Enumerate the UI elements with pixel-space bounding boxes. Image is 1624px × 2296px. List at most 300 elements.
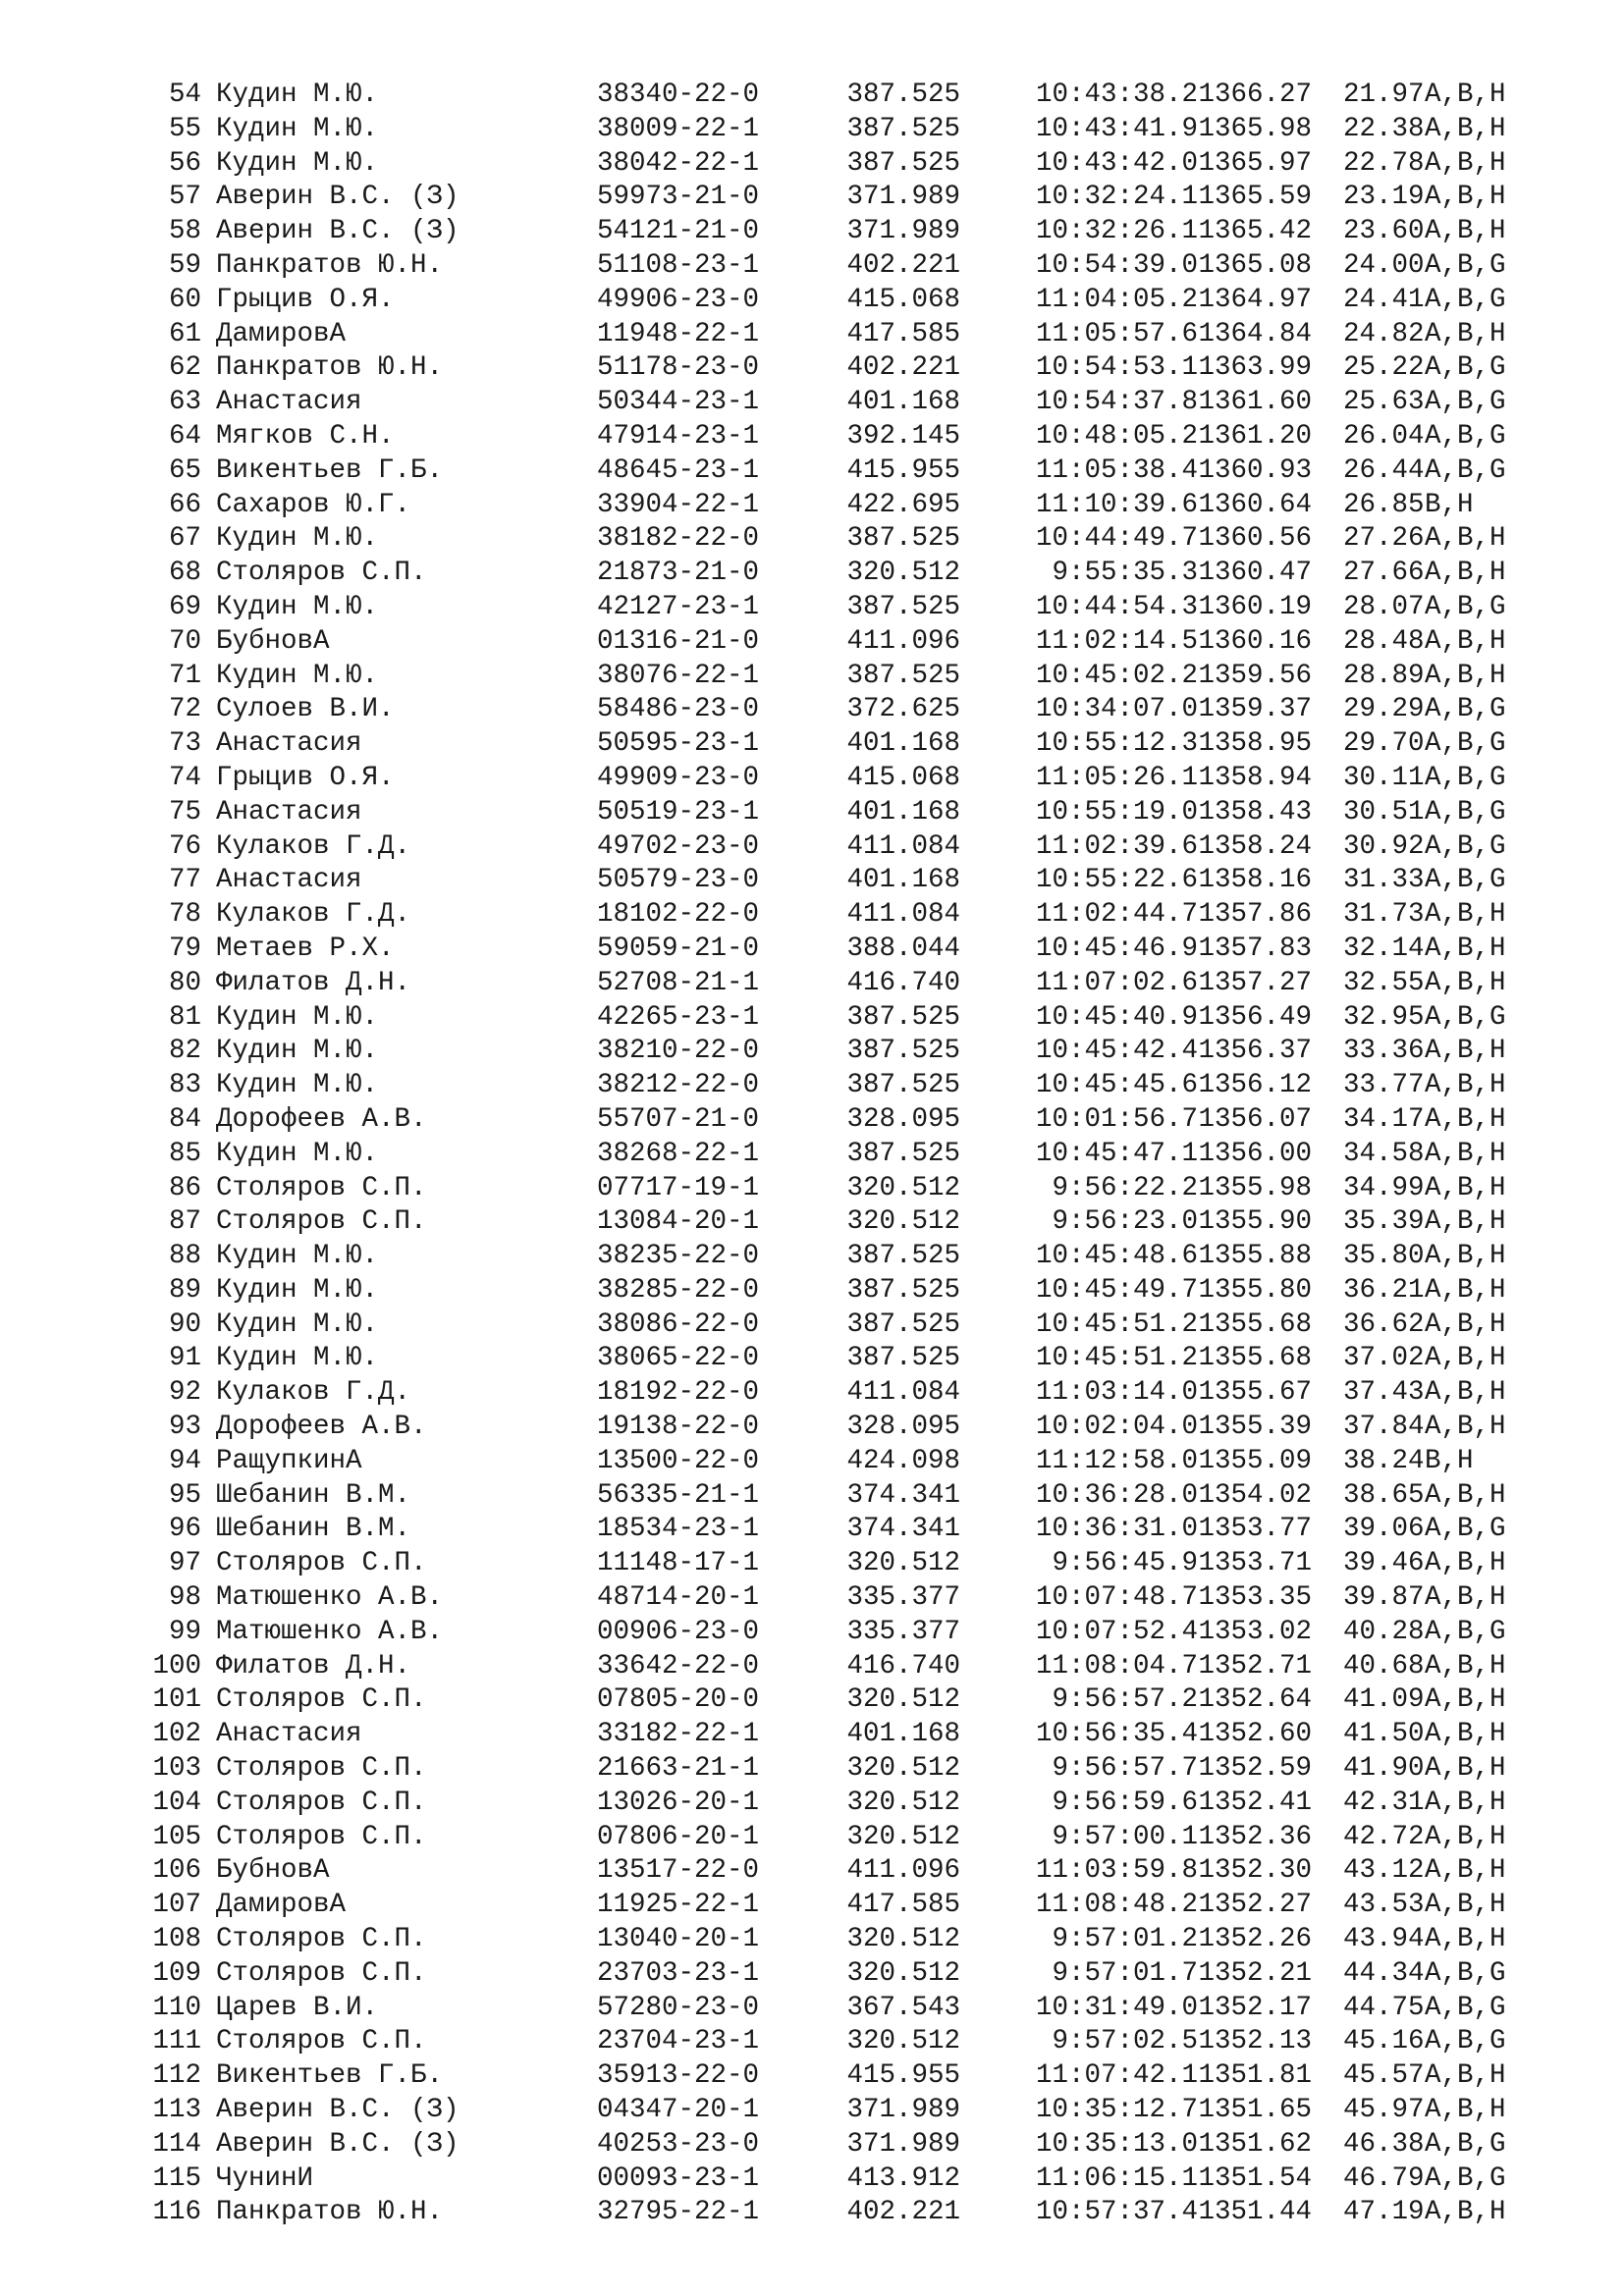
fancier-name: Кудин М.Ю. — [216, 1070, 379, 1101]
speed: 1352.13 — [1198, 2026, 1312, 2057]
fancier-name: БубновА — [216, 625, 330, 657]
fancier-name: Метаев Р.Х. — [216, 933, 395, 964]
arrival-time: 11:05:26.1 — [1035, 762, 1198, 793]
coefficient: 34.99 — [1343, 1172, 1425, 1203]
table-row — [147, 1172, 1561, 1206]
place-number: 83 — [168, 1070, 201, 1101]
coefficient: 35.39 — [1343, 1206, 1425, 1238]
class-codes: A,B,G — [1425, 1514, 1506, 1545]
ring-number: 11148-17-1 — [597, 1548, 760, 1579]
arrival-time: 10:55:12.3 — [1035, 728, 1198, 760]
fancier-name: Кудин М.Ю. — [216, 1343, 379, 1374]
ring-number: 50595-23-1 — [597, 728, 760, 760]
fancier-name: Столяров С.П. — [216, 1684, 427, 1716]
distance: 401.168 — [846, 796, 960, 828]
speed: 1353.35 — [1198, 1582, 1312, 1614]
table-row — [147, 830, 1561, 865]
ring-number: 32795-22-1 — [597, 2197, 760, 2228]
fancier-name: Кудин М.Ю. — [216, 80, 379, 110]
speed: 1357.83 — [1198, 933, 1312, 964]
class-codes: A,B,H — [1425, 2197, 1506, 2228]
table-row — [147, 591, 1561, 625]
ring-number: 58486-23-0 — [597, 694, 760, 725]
arrival-time: 10:43:41.9 — [1035, 113, 1198, 144]
distance: 371.989 — [846, 2128, 960, 2160]
distance: 335.377 — [846, 1582, 960, 1614]
place-number: 64 — [168, 420, 201, 452]
class-codes: A,B,H — [1425, 1582, 1506, 1614]
ring-number: 38076-22-1 — [597, 660, 760, 691]
coefficient: 37.84 — [1343, 1412, 1425, 1443]
coefficient: 41.90 — [1343, 1753, 1425, 1785]
speed: 1365.97 — [1198, 147, 1312, 179]
table-row — [147, 489, 1561, 523]
speed: 1353.71 — [1198, 1548, 1312, 1579]
place-number: 78 — [168, 899, 201, 931]
class-codes: A,B,H — [1425, 1172, 1506, 1203]
fancier-name: Столяров С.П. — [216, 1753, 427, 1785]
ring-number: 38340-22-0 — [597, 80, 760, 110]
arrival-time: 11:08:04.7 — [1035, 1650, 1198, 1682]
speed: 1351.44 — [1198, 2197, 1312, 2228]
table-row — [147, 2025, 1561, 2059]
speed: 1359.56 — [1198, 660, 1312, 691]
ring-number: 57280-23-0 — [597, 1992, 760, 2023]
fancier-name: Кулаков Г.Д. — [216, 830, 411, 862]
ring-number: 35913-22-0 — [597, 2060, 760, 2092]
table-row — [147, 1445, 1561, 1479]
arrival-time: 11:03:59.8 — [1035, 1855, 1198, 1887]
distance: 387.525 — [846, 1308, 960, 1340]
distance: 335.377 — [846, 1616, 960, 1647]
class-codes: A,B,H — [1425, 1719, 1506, 1750]
coefficient: 46.38 — [1343, 2128, 1425, 2160]
fancier-name: Кудин М.Ю. — [216, 113, 379, 144]
table-row — [147, 1376, 1561, 1411]
arrival-time: 9:57:00.1 — [1052, 1821, 1198, 1852]
place-number: 66 — [168, 489, 201, 520]
place-number: 106 — [152, 1855, 201, 1887]
arrival-time: 9:56:45.9 — [1052, 1548, 1198, 1579]
speed: 1361.60 — [1198, 387, 1312, 418]
coefficient: 36.21 — [1343, 1274, 1425, 1306]
ring-number: 38065-22-0 — [597, 1343, 760, 1374]
place-number: 80 — [168, 967, 201, 998]
arrival-time: 9:56:22.2 — [1052, 1172, 1198, 1203]
place-number: 58 — [168, 216, 201, 247]
speed: 1360.56 — [1198, 523, 1312, 555]
distance: 424.098 — [846, 1445, 960, 1476]
speed: 1355.39 — [1198, 1412, 1312, 1443]
table-row — [147, 318, 1561, 352]
arrival-time: 10:01:56.7 — [1035, 1103, 1198, 1135]
fancier-name: ДамировА — [216, 318, 347, 349]
table-row — [147, 1240, 1561, 1274]
distance: 320.512 — [846, 1924, 960, 1955]
coefficient: 28.48 — [1343, 625, 1425, 657]
class-codes: A,B,G — [1425, 1992, 1506, 2023]
table-row — [147, 1513, 1561, 1547]
ring-number: 47914-23-1 — [597, 420, 760, 452]
distance: 387.525 — [846, 1001, 960, 1033]
distance: 416.740 — [846, 1650, 960, 1682]
distance: 415.955 — [846, 2060, 960, 2092]
distance: 411.084 — [846, 1377, 960, 1409]
table-row — [147, 522, 1561, 557]
class-codes: A,B,H — [1425, 967, 1506, 998]
coefficient: 41.50 — [1343, 1719, 1425, 1750]
speed: 1365.42 — [1198, 216, 1312, 247]
coefficient: 45.16 — [1343, 2026, 1425, 2057]
distance: 387.525 — [846, 1138, 960, 1169]
arrival-time: 10:36:28.0 — [1035, 1479, 1198, 1511]
place-number: 57 — [168, 182, 201, 213]
table-row — [147, 967, 1561, 1001]
coefficient: 43.12 — [1343, 1855, 1425, 1887]
arrival-time: 10:54:37.8 — [1035, 387, 1198, 418]
place-number: 105 — [152, 1821, 201, 1852]
class-codes: A,B,G — [1425, 728, 1506, 760]
coefficient: 28.89 — [1343, 660, 1425, 691]
arrival-time: 10:54:39.0 — [1035, 249, 1198, 281]
speed: 1355.68 — [1198, 1308, 1312, 1340]
table-row — [147, 1854, 1561, 1889]
ring-number: 18192-22-0 — [597, 1377, 760, 1409]
place-number: 75 — [168, 796, 201, 828]
coefficient: 46.79 — [1343, 2163, 1425, 2194]
class-codes: A,B,H — [1425, 1890, 1506, 1921]
class-codes: A,B,H — [1425, 1924, 1506, 1955]
distance: 401.168 — [846, 387, 960, 418]
place-number: 102 — [152, 1719, 201, 1750]
class-codes: A,B,H — [1425, 2060, 1506, 2092]
coefficient: 30.51 — [1343, 796, 1425, 828]
coefficient: 24.82 — [1343, 318, 1425, 349]
coefficient: 42.72 — [1343, 1821, 1425, 1852]
arrival-time: 10:57:37.4 — [1035, 2197, 1198, 2228]
arrival-time: 10:31:49.0 — [1035, 1992, 1198, 2023]
distance: 320.512 — [846, 1753, 960, 1785]
arrival-time: 9:55:35.3 — [1052, 558, 1198, 589]
distance: 374.341 — [846, 1514, 960, 1545]
ring-number: 50519-23-1 — [597, 796, 760, 828]
speed: 1352.30 — [1198, 1855, 1312, 1887]
arrival-time: 10:55:22.6 — [1035, 865, 1198, 896]
coefficient: 21.97 — [1343, 80, 1425, 110]
ring-number: 00906-23-0 — [597, 1616, 760, 1647]
ring-number: 07806-20-1 — [597, 1821, 760, 1852]
table-row — [147, 454, 1561, 489]
distance: 371.989 — [846, 182, 960, 213]
ring-number: 38086-22-0 — [597, 1308, 760, 1340]
distance: 374.341 — [846, 1479, 960, 1511]
class-codes: A,B,H — [1425, 1070, 1506, 1101]
distance: 371.989 — [846, 2095, 960, 2126]
ring-number: 04347-20-1 — [597, 2095, 760, 2126]
fancier-name: Столяров С.П. — [216, 1206, 427, 1238]
arrival-time: 9:57:01.2 — [1052, 1924, 1198, 1955]
arrival-time: 10:45:51.2 — [1035, 1343, 1198, 1374]
ring-number: 42127-23-1 — [597, 591, 760, 622]
place-number: 91 — [168, 1343, 201, 1374]
speed: 1355.09 — [1198, 1445, 1312, 1476]
speed: 1353.77 — [1198, 1514, 1312, 1545]
fancier-name: Анастасия — [216, 728, 362, 760]
place-number: 55 — [168, 113, 201, 144]
distance: 387.525 — [846, 147, 960, 179]
fancier-name: Столяров С.П. — [216, 1821, 427, 1852]
class-codes: A,B,G — [1425, 865, 1506, 896]
fancier-name: Шебанин В.М. — [216, 1514, 411, 1545]
ring-number: 49702-23-0 — [597, 830, 760, 862]
table-row — [147, 693, 1561, 727]
place-number: 54 — [168, 80, 201, 110]
class-codes: A,B,H — [1425, 523, 1506, 555]
ring-number: 38212-22-0 — [597, 1070, 760, 1101]
arrival-time: 11:04:05.2 — [1035, 284, 1198, 315]
fancier-name: Царев В.И. — [216, 1992, 379, 2023]
class-codes: A,B,H — [1425, 216, 1506, 247]
place-number: 92 — [168, 1377, 201, 1409]
distance: 392.145 — [846, 420, 960, 452]
class-codes: B,H — [1425, 489, 1474, 520]
ring-number: 56335-21-1 — [597, 1479, 760, 1511]
coefficient: 31.73 — [1343, 899, 1425, 931]
class-codes: A,B,H — [1425, 1241, 1506, 1272]
distance: 320.512 — [846, 1548, 960, 1579]
coefficient: 23.19 — [1343, 182, 1425, 213]
ring-number: 50344-23-1 — [597, 387, 760, 418]
speed: 1352.26 — [1198, 1924, 1312, 1955]
distance: 411.084 — [846, 830, 960, 862]
place-number: 67 — [168, 523, 201, 555]
speed: 1357.27 — [1198, 967, 1312, 998]
coefficient: 38.24 — [1343, 1445, 1425, 1476]
table-row — [147, 1069, 1561, 1103]
arrival-time: 10:54:53.1 — [1035, 352, 1198, 384]
fancier-name: Кудин М.Ю. — [216, 1138, 379, 1169]
arrival-time: 10:07:48.7 — [1035, 1582, 1198, 1614]
place-number: 88 — [168, 1241, 201, 1272]
table-row — [147, 79, 1561, 113]
ring-number: 18102-22-0 — [597, 899, 760, 931]
place-number: 82 — [168, 1036, 201, 1067]
class-codes: A,B,H — [1425, 1787, 1506, 1818]
ring-number: 01316-21-0 — [597, 625, 760, 657]
arrival-time: 11:08:48.2 — [1035, 1890, 1198, 1921]
ring-number: 50579-23-0 — [597, 865, 760, 896]
table-row — [147, 249, 1561, 284]
place-number: 113 — [152, 2095, 201, 2126]
table-row — [147, 1683, 1561, 1718]
place-number: 63 — [168, 387, 201, 418]
speed: 1360.47 — [1198, 558, 1312, 589]
distance: 387.525 — [846, 113, 960, 144]
speed: 1352.71 — [1198, 1650, 1312, 1682]
distance: 388.044 — [846, 933, 960, 964]
class-codes: A,B,H — [1425, 1821, 1506, 1852]
speed: 1352.60 — [1198, 1719, 1312, 1750]
place-number: 95 — [168, 1479, 201, 1511]
ring-number: 54121-21-0 — [597, 216, 760, 247]
distance: 367.543 — [846, 1992, 960, 2023]
arrival-time: 10:02:04.0 — [1035, 1412, 1198, 1443]
distance: 416.740 — [846, 967, 960, 998]
fancier-name: Столяров С.П. — [216, 1172, 427, 1203]
distance: 402.221 — [846, 249, 960, 281]
arrival-time: 11:07:02.6 — [1035, 967, 1198, 998]
table-row — [147, 420, 1561, 454]
ring-number: 48645-23-1 — [597, 454, 760, 486]
class-codes: A,B,H — [1425, 1479, 1506, 1511]
speed: 1352.64 — [1198, 1684, 1312, 1716]
coefficient: 24.41 — [1343, 284, 1425, 315]
coefficient: 29.70 — [1343, 728, 1425, 760]
speed: 1357.86 — [1198, 899, 1312, 931]
distance: 415.068 — [846, 284, 960, 315]
class-codes: A,B,H — [1425, 933, 1506, 964]
class-codes: A,B,H — [1425, 1103, 1506, 1135]
distance: 401.168 — [846, 728, 960, 760]
ring-number: 49909-23-0 — [597, 762, 760, 793]
coefficient: 23.60 — [1343, 216, 1425, 247]
ring-number: 00093-23-1 — [597, 2163, 760, 2194]
place-number: 72 — [168, 694, 201, 725]
class-codes: A,B,H — [1425, 1206, 1506, 1238]
place-number: 87 — [168, 1206, 201, 1238]
place-number: 68 — [168, 558, 201, 589]
table-row — [147, 1957, 1561, 1992]
ring-number: 13500-22-0 — [597, 1445, 760, 1476]
coefficient: 40.28 — [1343, 1616, 1425, 1647]
speed: 1352.21 — [1198, 1957, 1312, 1989]
place-number: 93 — [168, 1412, 201, 1443]
ring-number: 40253-23-0 — [597, 2128, 760, 2160]
coefficient: 25.22 — [1343, 352, 1425, 384]
place-number: 89 — [168, 1274, 201, 1306]
distance: 371.989 — [846, 216, 960, 247]
arrival-time: 10:45:48.6 — [1035, 1241, 1198, 1272]
arrival-time: 10:45:40.9 — [1035, 1001, 1198, 1033]
distance: 320.512 — [846, 558, 960, 589]
place-number: 107 — [152, 1890, 201, 1921]
fancier-name: Аверин В.С. (З) — [216, 2128, 460, 2160]
class-codes: A,B,H — [1425, 1650, 1506, 1682]
class-codes: A,B,G — [1425, 284, 1506, 315]
speed: 1352.17 — [1198, 1992, 1312, 2023]
table-row — [147, 181, 1561, 215]
fancier-name: Грыцив О.Я. — [216, 762, 395, 793]
speed: 1355.67 — [1198, 1377, 1312, 1409]
arrival-time: 10:32:26.1 — [1035, 216, 1198, 247]
distance: 415.955 — [846, 454, 960, 486]
ring-number: 11925-22-1 — [597, 1890, 760, 1921]
fancier-name: Кудин М.Ю. — [216, 591, 379, 622]
table-row — [147, 1001, 1561, 1036]
table-row — [147, 557, 1561, 591]
place-number: 98 — [168, 1582, 201, 1614]
fancier-name: Аверин В.С. (З) — [216, 216, 460, 247]
fancier-name: Кудин М.Ю. — [216, 660, 379, 691]
table-row — [147, 1787, 1561, 1821]
place-number: 99 — [168, 1616, 201, 1647]
ring-number: 13040-20-1 — [597, 1924, 760, 1955]
arrival-time: 10:07:52.4 — [1035, 1616, 1198, 1647]
arrival-time: 11:12:58.0 — [1035, 1445, 1198, 1476]
coefficient: 37.02 — [1343, 1343, 1425, 1374]
table-row — [147, 1342, 1561, 1376]
fancier-name: Панкратов Ю.Н. — [216, 249, 444, 281]
fancier-name: ДамировА — [216, 1890, 347, 1921]
distance: 415.068 — [846, 762, 960, 793]
class-codes: B,H — [1425, 1445, 1474, 1476]
arrival-time: 9:57:02.5 — [1052, 2026, 1198, 2057]
speed: 1360.16 — [1198, 625, 1312, 657]
arrival-time: 10:43:38.2 — [1035, 80, 1198, 110]
distance: 401.168 — [846, 865, 960, 896]
arrival-time: 10:45:42.4 — [1035, 1036, 1198, 1067]
arrival-time: 11:03:14.0 — [1035, 1377, 1198, 1409]
fancier-name: Кудин М.Ю. — [216, 1241, 379, 1272]
place-number: 79 — [168, 933, 201, 964]
class-codes: A,B,G — [1425, 2128, 1506, 2160]
ring-number: 07805-20-0 — [597, 1684, 760, 1716]
ring-number: 19138-22-0 — [597, 1412, 760, 1443]
coefficient: 26.04 — [1343, 420, 1425, 452]
table-row — [147, 2094, 1561, 2128]
class-codes: A,B,H — [1425, 625, 1506, 657]
ring-number: 33642-22-0 — [597, 1650, 760, 1682]
ring-number: 38009-22-1 — [597, 113, 760, 144]
fancier-name: Панкратов Ю.Н. — [216, 2197, 444, 2228]
place-number: 112 — [152, 2060, 201, 2092]
arrival-time: 10:45:49.7 — [1035, 1274, 1198, 1306]
coefficient: 22.78 — [1343, 147, 1425, 179]
place-number: 81 — [168, 1001, 201, 1033]
table-row — [147, 351, 1561, 386]
coefficient: 25.63 — [1343, 387, 1425, 418]
coefficient: 34.17 — [1343, 1103, 1425, 1135]
distance: 320.512 — [846, 1684, 960, 1716]
coefficient: 39.46 — [1343, 1548, 1425, 1579]
fancier-name: Кудин М.Ю. — [216, 147, 379, 179]
arrival-time: 9:57:01.7 — [1052, 1957, 1198, 1989]
table-row — [147, 1103, 1561, 1138]
place-number: 61 — [168, 318, 201, 349]
table-row — [147, 2196, 1561, 2230]
arrival-time: 11:07:42.1 — [1035, 2060, 1198, 2092]
class-codes: A,B,G — [1425, 352, 1506, 384]
ring-number: 33182-22-1 — [597, 1719, 760, 1750]
table-row — [147, 284, 1561, 318]
speed: 1358.94 — [1198, 762, 1312, 793]
fancier-name: Панкратов Ю.Н. — [216, 352, 444, 384]
ring-number: 51178-23-0 — [597, 352, 760, 384]
ring-number: 38285-22-0 — [597, 1274, 760, 1306]
arrival-time: 10:48:05.2 — [1035, 420, 1198, 452]
coefficient: 26.85 — [1343, 489, 1425, 520]
coefficient: 22.38 — [1343, 113, 1425, 144]
arrival-time: 10:32:24.1 — [1035, 182, 1198, 213]
distance: 411.084 — [846, 899, 960, 931]
ring-number: 13084-20-1 — [597, 1206, 760, 1238]
coefficient: 32.95 — [1343, 1001, 1425, 1033]
table-row — [147, 727, 1561, 762]
coefficient: 43.94 — [1343, 1924, 1425, 1955]
class-codes: A,B,G — [1425, 2163, 1506, 2194]
class-codes: A,B,G — [1425, 1957, 1506, 1989]
table-row — [147, 1992, 1561, 2026]
